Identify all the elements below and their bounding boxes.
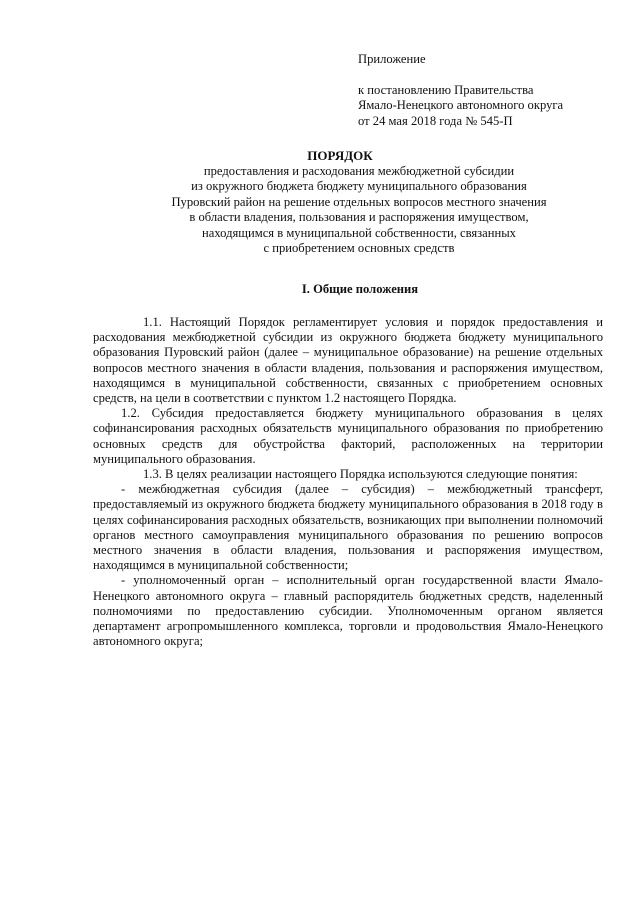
appendix-block — [358, 52, 563, 129]
paragraph-1-1: 1.1. Настоящий Порядок регламентирует условия и порядок предоставления и расходования межбюджетной субсидии из окружного бюджета бюджету муниципального образования Пуровский район (далее – муниципальное образование) на решение отдельных вопросов местного значения в области владения, пользования и распоряжения имуществом, находящимся в муниципальной собственности, связанных с приобретением основных средств, на цели в соответствии с пунктом 1.2 настоящего Порядка. — [93, 315, 603, 406]
appendix-label: Приложение — [358, 52, 426, 66]
title-subline: предоставления и расходования межбюджетной субсидии — [203, 163, 515, 178]
definition-authorized-body: - уполномоченный орган – исполнительный орган государственной власти Ямало-Ненецкого автономного округа – главный распорядитель бюджетных средств, наделенный полномочиями по предоставлению субсидии. Уполномоченным органом является департамент агропромышленного комплекса, торговли и продовольствия Ямало-Ненецкого автономного округа; — [93, 573, 603, 649]
title-subline: с приобретением основных средств — [263, 241, 455, 255]
appendix-date-number: от 24 мая 2018 года № 545-П — [358, 113, 513, 128]
title-subline: из окружного бюджета бюджету муниципального образования — [191, 179, 527, 193]
document-title — [0, 148, 640, 257]
appendix-resolution: к постановлению Правительства — [358, 82, 534, 97]
title-subline: в области владения, пользования и распоряжения имуществом, — [189, 210, 529, 224]
paragraph-1-3: 1.3. В целях реализации настоящего Порядка используются следующие понятия: — [143, 467, 578, 482]
title-subline: находящимся в муниципальной собственности, связанных — [202, 225, 516, 240]
section-heading: I. Общие положения — [301, 282, 419, 296]
definition-subsidy: - межбюджетная субсидия (далее – субсидия) – межбюджетный трансферт, предоставляемый из окружного бюджета бюджету муниципального образования в 2018 году в целях софинансирования расходных обязательств, возникающих при выполнении полномочий органов местного самоуправления муниципального образования по решению вопросов местного значения в области владения, пользования и распоряжения имуществом, находящимся в муниципальной собственности; — [93, 482, 603, 573]
document-body — [93, 315, 603, 649]
appendix-government: Ямало-Ненецкого автономного округа — [358, 98, 564, 112]
title-head: ПОРЯДОК — [307, 148, 373, 163]
title-subline: Пуровский район на решение отдельных вопросов местного значения — [171, 194, 547, 209]
spacer — [358, 68, 563, 83]
paragraph-1-2: 1.2. Субсидия предоставляется бюджету муниципального образования в целях софинансирования расходных обязательств муниципального образования по приобретению основных средств для обустройства факторий, расположенных на территории муниципального образования. — [93, 406, 603, 466]
